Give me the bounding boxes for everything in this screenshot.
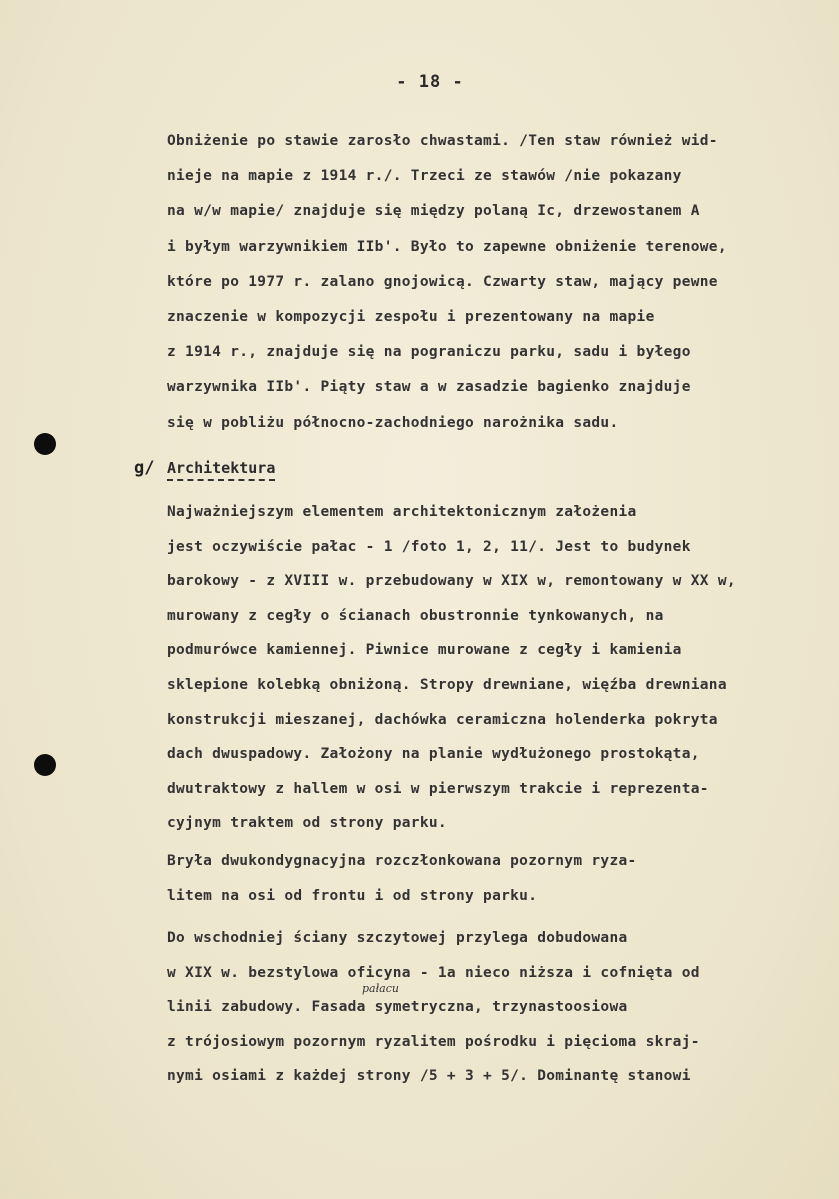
punch-hole-bottom [34,754,56,776]
text-line: Obniżenie po stawie zarosło chwastami. /Ten staw również wid- [167,133,718,149]
text-line: w XIX w. bezstylowa oficyna - 1a nieco niższa i cofnięta od [167,964,700,981]
text-line: jest oczywiście pałac - 1 /foto 1, 2, 11/. Jest to budynek [167,538,691,555]
text-line: dwutraktowy z hallem w osi w pierwszym trakcie i reprezenta- [167,780,709,797]
text-line: podmurówce kamiennej. Piwnice murowane z cegły i kamienia [167,642,682,659]
text-line: linii zabudowy. Fasada symetryczna, trzynastoosiowa [167,999,628,1016]
text-line: się w pobliżu północno-zachodniego narożnika sadu. [167,414,619,431]
text-line: na w/w mapie/ znajduje się między polaną Ic, drzewostanem A [167,203,700,220]
text-line: Bryła dwukondygnacyjna rozczłonkowana pozornym ryza- [167,853,637,869]
text-line: które po 1977 r. zalano gnojowicą. Czwarty staw, mający pewne [167,273,718,290]
text-line: znaczenie w kompozycji zespołu i prezentowany na mapie [167,309,655,325]
text-line: Najważniejszym elementem architektonicznym założenia [167,504,637,520]
text-line: murowany z cegły o ścianach obustronnie tynkowanych, na [167,607,664,624]
text-line: cyjnym traktem od strony parku. [167,815,447,832]
text-line: nieje na mapie z 1914 r./. Trzeci ze stawów /nie pokazany [167,168,682,185]
text-line: z trójosiowym pozornym ryzalitem pośrodku i pięcioma skraj- [167,1033,700,1050]
handwritten-note: pałacu [362,982,399,995]
text-line: barokowy - z XVIII w. przebudowany w XIX w, remontowany w XX w, [167,573,736,590]
text-line: z 1914 r., znajduje się na pograniczu parku, sadu i byłego [167,344,691,361]
text-line: nymi osiami z każdej strony /5 + 3 + 5/. Dominantę stanowi [167,1068,691,1085]
text-line: dach dwuspadowy. Założony na planie wydłużonego prostokąta, [167,746,700,763]
text-line: i byłym warzywnikiem IIb'. Było to zapewne obniżenie terenowe, [167,238,727,255]
text-line: Do wschodniej ściany szczytowej przylega dobudowana [167,930,628,946]
text-line: sklepione kolebką obniżoną. Stropy drewniane, więźba drewniana [167,677,727,693]
section-marker: g/ [134,458,155,478]
text-line: litem na osi od frontu i od strony parku. [167,887,538,904]
section-heading: Architektura [167,459,275,481]
page-number: - 18 - [396,72,464,92]
punch-hole-top [34,433,56,455]
text-line: warzywnika IIb'. Piąty staw a w zasadzie bagienko znajduje [167,379,691,396]
text-line: konstrukcji mieszanej, dachówka ceramiczna holenderka pokryta [167,711,718,728]
